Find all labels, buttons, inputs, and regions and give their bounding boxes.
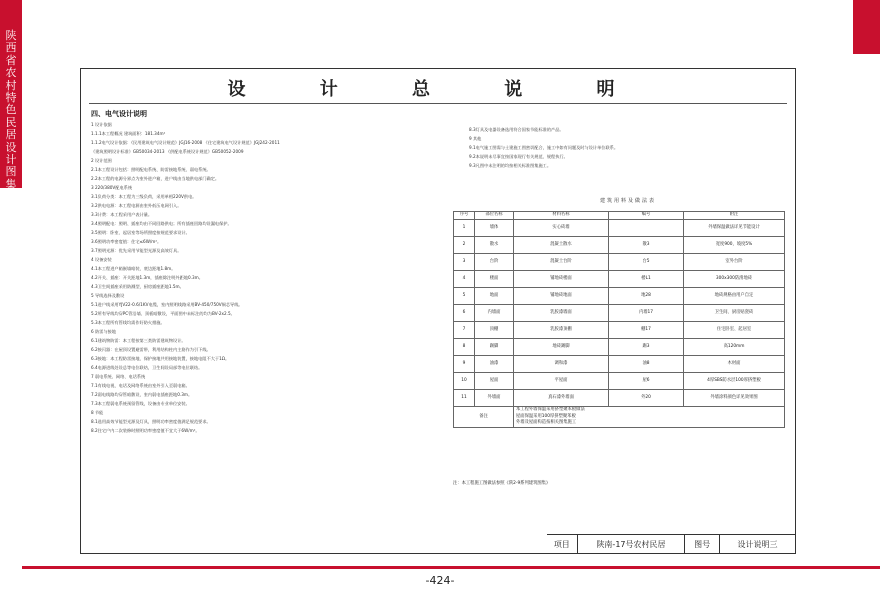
table-cell: 台阶 xyxy=(475,254,514,271)
text-line: 5 导线选择及敷设 xyxy=(91,293,125,298)
text-line: 《建筑照明设计标准》GB50034-2013 《供配电系统设计规范》GB50052-2009 xyxy=(91,149,244,154)
text-line: 5.2所有导线均穿PC管沿墙、顶板暗敷设，平面图中未标注的均为BV-2x2.5。 xyxy=(91,311,235,316)
table-cell: 散3 xyxy=(609,237,684,254)
text-line: 7.3本工程弱电系统预留管线，设备由专业单位安装。 xyxy=(91,401,190,406)
table-row xyxy=(454,373,785,390)
table-cell: 宽度900，坡度5% xyxy=(684,237,785,254)
table-cell: 10 xyxy=(454,373,475,390)
document-title: 设 计 总 说 明 xyxy=(227,79,649,100)
right-lines xyxy=(469,125,787,170)
table-cell: 地砖规格由用户自定 xyxy=(684,288,785,305)
text-line: 4 设备安装 xyxy=(91,257,112,262)
drawing-name: 设计说明三 xyxy=(719,535,795,553)
table-cell: 内墙17 xyxy=(609,305,684,322)
title-rule xyxy=(89,103,787,104)
left-column xyxy=(91,109,451,435)
table-cell: 300x300防滑地砖 xyxy=(684,271,785,288)
table-cell: 外墙保温做法详见节能设计 xyxy=(684,220,785,237)
table-row xyxy=(454,322,785,339)
table-cell: 混凝土台阶 xyxy=(514,254,609,271)
materials-table xyxy=(453,211,785,428)
table-remark-row xyxy=(454,407,785,428)
drawing-frame xyxy=(80,68,796,554)
table-cell: 内墙面 xyxy=(475,305,514,322)
bottom-rule xyxy=(22,566,880,569)
table-cell: 1 xyxy=(454,220,475,237)
text-line: 1 设计依据 xyxy=(91,122,112,127)
text-line: 8.1选用高效节能型光源及灯具，照明功率密度值满足规范要求。 xyxy=(91,419,211,424)
table-cell: 地面 xyxy=(475,288,514,305)
remark-line: 屋面保温采用100厚挤塑聚苯板 xyxy=(516,413,576,419)
table-cell: 台5 xyxy=(609,254,684,271)
text-line: 5.3本工程所有管线均需作好防火措施。 xyxy=(91,320,165,325)
page-number: -424- xyxy=(425,574,455,587)
table-cell: 8 xyxy=(454,339,475,356)
text-line: 8.2住宅户内二次装修时照明功率密度值不宜大于6W/m²。 xyxy=(91,428,200,433)
text-line: 1.1.1本工程概况 建筑面积：181.34m² xyxy=(91,131,166,136)
table-cell: 油漆 xyxy=(475,356,514,373)
text-line: 6.4电源进线处设总等电位联结，卫生间设局部等电位联结。 xyxy=(91,365,203,370)
remark-content xyxy=(514,407,785,428)
text-line: 2 设计范围 xyxy=(91,158,112,163)
text-line: 5.1进户线采用YJV22-0.6/1KV电缆，室内照明线路采用BV-450/750V铜芯导线。 xyxy=(91,302,243,307)
text-line: 3.5照明：卧室、起居室等场所照度按规范要求设计。 xyxy=(91,230,190,235)
corner-tab xyxy=(853,0,880,54)
table-row xyxy=(454,220,785,237)
table-cell: 9 xyxy=(454,356,475,373)
text-line: 3.1负荷分类：本工程为三级负荷，采用单相220V供电。 xyxy=(91,194,197,199)
drawing-label: 图号 xyxy=(684,535,719,553)
table-cell: 5 xyxy=(454,288,475,305)
project-name: 陕南-17号农村民居 xyxy=(577,535,685,553)
right-column xyxy=(469,125,787,170)
table-cell: 6 xyxy=(454,305,475,322)
table-row xyxy=(454,271,785,288)
text-line: 3.3计费：本工程采用户表计量。 xyxy=(91,212,153,217)
text-line: 1.1.2电气设计依据：《民用建筑电气设计规范》JGJ16-2008 《住宅建筑电气设计规范》JGJ242-2011 xyxy=(91,140,280,145)
table-cell: 住宅卧室、起居室 xyxy=(684,322,785,339)
text-line: 7.2弱电线路均穿管暗敷设，室内弱电插座距地0.3m。 xyxy=(91,392,193,397)
table-cell: 踢脚 xyxy=(475,339,514,356)
table-row xyxy=(454,237,785,254)
text-line: 9.3凡图中未注明的均按相关标准图集施工。 xyxy=(469,163,552,168)
table-cell: 真石漆外墙面 xyxy=(514,390,609,407)
text-line: 2.1本工程设计包括：照明配电系统、防雷接地系统、弱电系统。 xyxy=(91,167,211,172)
table-row xyxy=(454,254,785,271)
table-cell: 墙体 xyxy=(475,220,514,237)
section-title: 四、电气设计说明 xyxy=(91,110,147,118)
table-cell: 乳胶漆墙面 xyxy=(514,305,609,322)
header-cell: 附注 xyxy=(684,212,785,220)
text-line: 6.2接闪器：在屋顶设置避雷带，利用结构柱内主筋作为引下线。 xyxy=(91,347,211,352)
text-line: 2.2本工程的电源分界点为室外进户箱，进户线由当地供电部门确定。 xyxy=(91,176,220,181)
table-header-row xyxy=(454,212,785,220)
text-line: 6.3接地：本工程防雷接地、保护接地共用接地装置，接地电阻不大于1Ω。 xyxy=(91,356,230,361)
left-lines xyxy=(91,120,451,435)
table-cell: 外墙面 xyxy=(475,390,514,407)
table-cell: 2 xyxy=(454,237,475,254)
text-line: 4.1本工程进户箱嵌墙暗装，底边距地1.8m。 xyxy=(91,266,176,271)
table-note: 注：本工程施工图做法参照《陕2-9系列建筑图集》 xyxy=(453,481,551,486)
table-cell: 外20 xyxy=(609,390,684,407)
table-cell: 踢3 xyxy=(609,339,684,356)
table-cell: 7 xyxy=(454,322,475,339)
table-cell: 屋面 xyxy=(475,373,514,390)
table-cell: 棚17 xyxy=(609,322,684,339)
table-row xyxy=(454,356,785,373)
table-cell: 铺地砖楼面 xyxy=(514,271,609,288)
table-title: 建筑用料及做法表 xyxy=(599,198,656,204)
table-cell: 地砖踢脚 xyxy=(514,339,609,356)
project-label: 项目 xyxy=(553,539,570,549)
text-line: 7 弱电系统、网络、电话系统 xyxy=(91,374,146,379)
header-cell: 部位名称 xyxy=(475,212,514,220)
table-cell: 4 xyxy=(454,271,475,288)
text-line: 7.1有线电视、电话及网络系统由室外引入至弱电箱。 xyxy=(91,383,190,388)
table-cell: 调和漆 xyxy=(514,356,609,373)
title-block xyxy=(547,534,795,553)
text-line: 3.7照明光源：优先采用节能型光源及高效灯具。 xyxy=(91,248,182,253)
text-line: 3.6照明功率密度值：住宅≤6W/m²。 xyxy=(91,239,162,244)
text-line: 6 防雷与接地 xyxy=(91,329,116,334)
table-row xyxy=(454,339,785,356)
table-cell: 室外台阶 xyxy=(684,254,785,271)
header-cell: 编号 xyxy=(609,212,684,220)
text-line: 4.3卫生间插座采用防溅型，厨房插座距地1.5m。 xyxy=(91,284,184,289)
text-line: 8 节能 xyxy=(91,410,104,415)
remark-line: 外墙及屋面构造按相关图集施工 xyxy=(516,420,577,425)
text-line: 9.2本说明未尽事宜按国家现行有关规范、规程执行。 xyxy=(469,154,568,159)
table-cell: 高120mm xyxy=(684,339,785,356)
table-cell: 乳胶漆顶棚 xyxy=(514,322,609,339)
text-line: 6.1建筑物防雷：本工程按第三类防雷建筑物设计。 xyxy=(91,338,186,343)
table-cell: 楼面 xyxy=(475,271,514,288)
table-row xyxy=(454,305,785,322)
table-cell: 混凝土散水 xyxy=(514,237,609,254)
text-line: 3 220/380V配电系统 xyxy=(91,185,133,190)
table-cell: 地28 xyxy=(609,288,684,305)
table-cell: 卫生间、厨房贴瓷砖 xyxy=(684,305,785,322)
table-cell: 顶棚 xyxy=(475,322,514,339)
table-row xyxy=(454,390,785,407)
text-line: 3.4照明配电：照明、插座均由不同回路供电；所有插座回路均设漏电保护。 xyxy=(91,221,232,226)
side-bar xyxy=(0,0,22,191)
table-cell: 实心砖墙 xyxy=(514,220,609,237)
table-cell: 平屋面 xyxy=(514,373,609,390)
table-cell: 屋6 xyxy=(609,373,684,390)
text-line: 8.3灯具及电器设备选用符合国家节能标准的产品。 xyxy=(469,127,564,132)
table-cell: 油8 xyxy=(609,356,684,373)
header-cell: 序号 xyxy=(454,212,475,220)
text-line: 4.2开关、插座：开关距地1.3m，插座除注明外距地0.3m。 xyxy=(91,275,203,280)
table-cell: 木材面 xyxy=(684,356,785,373)
table-cell: 11 xyxy=(454,390,475,407)
table-row xyxy=(454,288,785,305)
table-cell: 4厚SBS防水层100厚挤塑板 xyxy=(684,373,785,390)
header-cell: 材料名称 xyxy=(514,212,609,220)
table-cell: 外墙涂料颜色详见效果图 xyxy=(684,390,785,407)
text-line: 9 其他 xyxy=(469,136,482,141)
text-line: 9.1电气施工图需与土建施工图密切配合，施工中如有问题及时与设计单位联系。 xyxy=(469,145,619,150)
remark-label: 备注 xyxy=(454,407,514,428)
table-cell: 3 xyxy=(454,254,475,271)
side-label: 陕西省农村特色民居设计图集 xyxy=(5,29,17,191)
table-cell xyxy=(609,220,684,237)
table-cell: 散水 xyxy=(475,237,514,254)
table-cell: 楼L1 xyxy=(609,271,684,288)
remark-line: 本工程外墙保温采用挤塑聚苯板做法 xyxy=(516,407,585,412)
text-line: 3.2供电电源：本工程电源由室外低压电网引入。 xyxy=(91,203,182,208)
table-cell: 铺地砖地面 xyxy=(514,288,609,305)
